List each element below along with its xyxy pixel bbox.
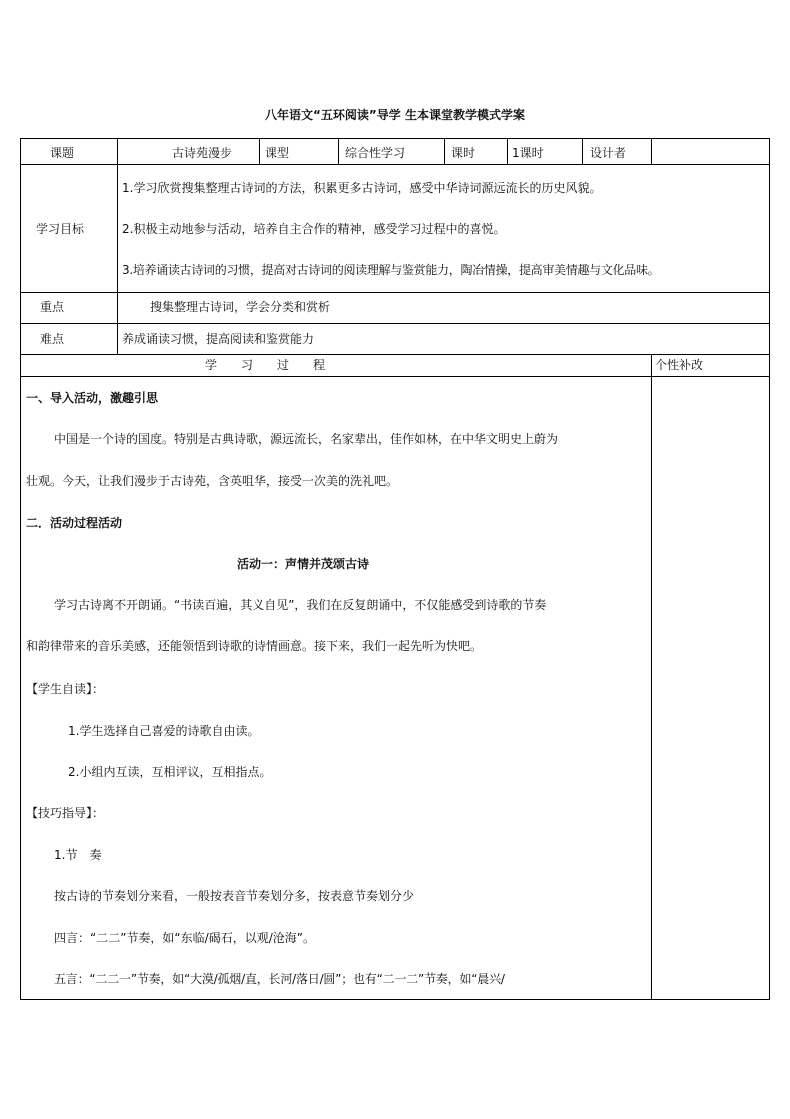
self-read-title: 【学生自读】：	[26, 682, 105, 696]
activity1-title: 活动一：声情并茂颂古诗	[237, 557, 370, 571]
column-divider	[259, 138, 260, 164]
goal-item-2: 2.积极主动地参与活动，培养自主合作的精神，感受学习过程中的喜悦。	[122, 222, 506, 236]
topic-label: 课题	[50, 146, 75, 160]
five-character-example: 五言：“二二一”节奏，如“大漠/孤烟/直，长河/落日/圆”；也有“二一二”节奏，如“晨兴/	[54, 972, 505, 986]
goals-label: 学习目标	[36, 222, 85, 236]
document-title: 八年语文“五环阅读”导学 生本课堂教学模式学案	[265, 108, 525, 122]
type-value: 综合性学习	[345, 146, 406, 160]
type-label: 课型	[265, 146, 290, 160]
section1-paragraph-line1: 中国是一个诗的国度。特别是古典诗歌，源远流长，名家辈出，佳作如林，在中华文明史上蔚为	[54, 432, 559, 446]
column-divider	[651, 138, 652, 164]
key-point-value: 搜集整理古诗词，学会分类和赏析	[150, 300, 331, 314]
activity1-paragraph-line2: 和韵律带来的音乐美感，还能领悟到诗歌的诗情画意。接下来，我们一起先听为快吧。	[26, 639, 483, 653]
column-divider	[582, 138, 583, 164]
row-divider	[20, 164, 770, 165]
difficulty-value: 养成诵读习惯，提高阅读和鉴赏能力	[122, 332, 315, 346]
key-point-label: 重点	[40, 300, 65, 314]
topic-value: 古诗苑漫步	[172, 146, 233, 160]
hours-label: 课时	[451, 146, 476, 160]
personal-notes-header: 个性补改	[655, 358, 704, 372]
row-divider	[20, 292, 770, 293]
row-divider	[20, 354, 770, 355]
activity1-paragraph-line1: 学习古诗离不开朗诵。“书读百遍，其义自见”，我们在反复朗诵中，不仅能感受到诗歌的节奏	[54, 598, 547, 612]
goal-item-1: 1.学习欣赏搜集整理古诗词的方法，积累更多古诗词，感受中华诗词源远流长的历史风貌。	[122, 181, 602, 195]
column-divider	[507, 138, 508, 164]
process-header: 学 习 过 程	[205, 358, 326, 372]
column-divider	[338, 138, 339, 164]
skill-rhythm: 1.节 奏	[54, 848, 102, 862]
difficulty-label: 难点	[40, 332, 65, 346]
column-divider	[117, 138, 118, 354]
column-divider	[651, 354, 652, 1000]
self-read-item-2: 2.小组内互读，互相评议，互相指点。	[68, 765, 272, 779]
self-read-item-1: 1.学生选择自己喜爱的诗歌自由读。	[68, 724, 260, 738]
hours-value: 1课时	[512, 146, 544, 160]
skill-description: 按古诗的节奏划分来看，一般按表音节奏划分多，按表意节奏划分少	[54, 889, 415, 903]
section2-title: 二．活动过程活动	[26, 516, 123, 530]
four-character-example: 四言：“二二”节奏，如“东临/碣石，以观/沧海”。	[54, 931, 315, 945]
row-divider	[20, 376, 770, 377]
row-divider	[20, 323, 770, 324]
designer-label: 设计者	[590, 146, 627, 160]
section1-title: 一、导入活动，激趣引思	[26, 391, 159, 405]
column-divider	[444, 138, 445, 164]
section1-paragraph-line2: 壮观。今天，让我们漫步于古诗苑，含英咀华，接受一次美的洗礼吧。	[26, 474, 399, 488]
skill-title: 【技巧指导】：	[26, 806, 105, 820]
goal-item-3: 3.培养诵读古诗词的习惯，提高对古诗词的阅读理解与鉴赏能力，陶冶情操，提高审美情趣与文化品味。	[122, 263, 660, 277]
